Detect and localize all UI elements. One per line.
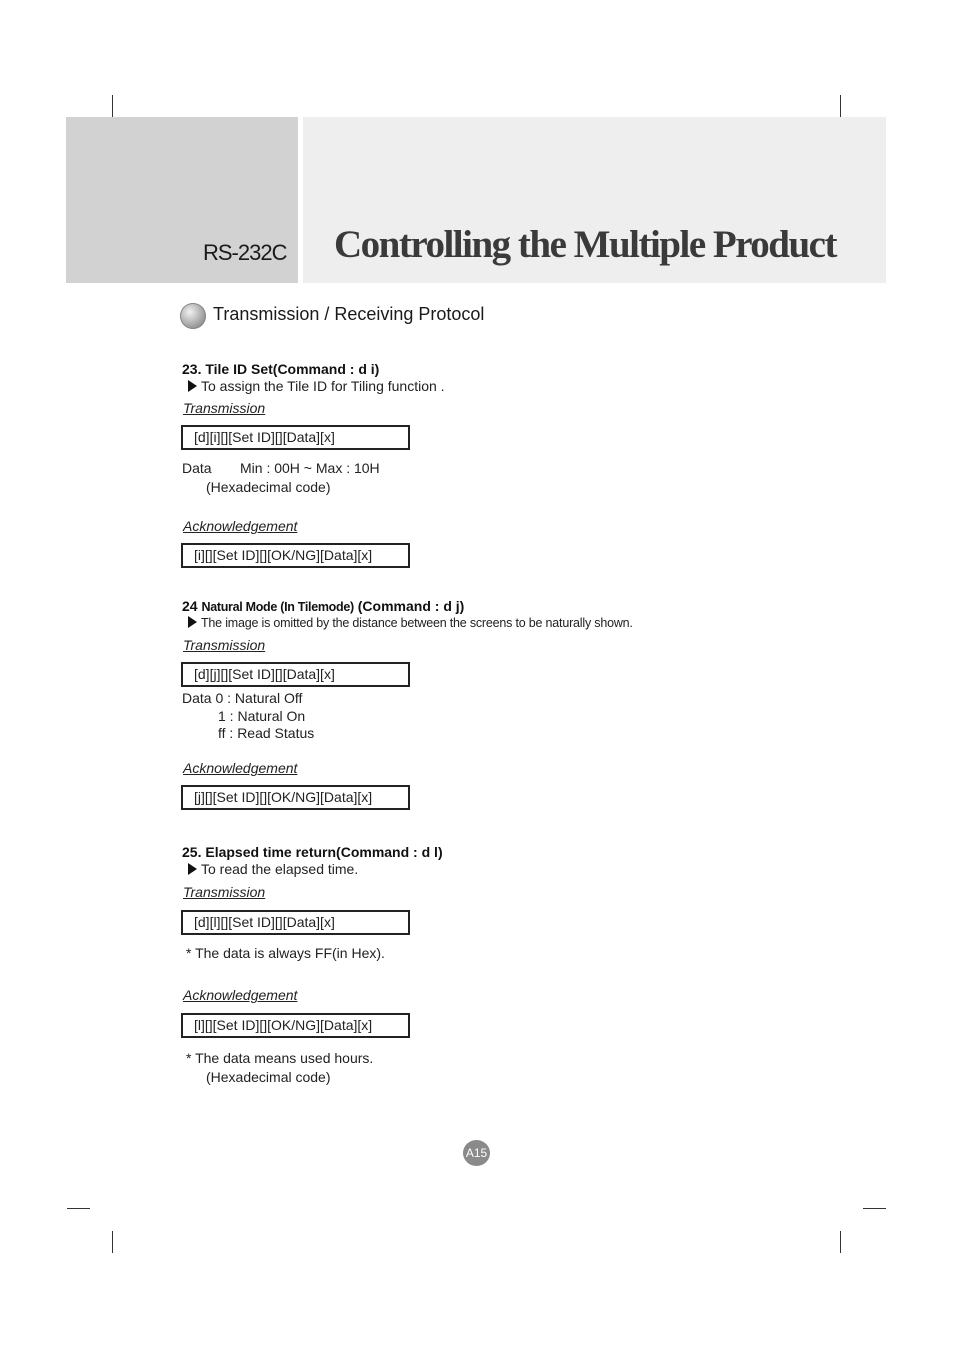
crop-mark <box>112 1231 113 1253</box>
data-line: 1 : Natural On <box>218 708 306 724</box>
transmission-label: Transmission <box>183 400 266 416</box>
section-tag: RS-232C <box>203 240 287 265</box>
command-heading: 24 Natural Mode (In Tilemode) (Command : d j) <box>182 598 465 614</box>
data-range: Min : 00H ~ Max : 10H <box>240 460 380 476</box>
ack-note: * The data means used hours. <box>186 1050 374 1066</box>
section-title: Transmission / Receiving Protocol <box>213 304 485 324</box>
crop-mark <box>112 95 113 117</box>
acknowledgement-label: Acknowledgement <box>183 518 298 534</box>
command-description: To assign the Tile ID for Tiling function . <box>188 378 445 394</box>
data-note: (Hexadecimal code) <box>206 479 331 495</box>
acknowledgement-format-box: [l][][Set ID][][OK/NG][Data][x] <box>181 1013 410 1038</box>
crop-mark <box>840 95 841 117</box>
data-line: Data 0 : Natural Off <box>182 690 303 706</box>
triangle-bullet-icon <box>188 380 197 392</box>
crop-mark <box>840 1231 841 1253</box>
data-note: * The data is always FF(in Hex). <box>186 945 385 961</box>
transmission-label: Transmission <box>183 637 266 653</box>
acknowledgement-format-box: [j][][Set ID][][OK/NG][Data][x] <box>181 785 410 810</box>
command-description: To read the elapsed time. <box>188 861 358 877</box>
triangle-bullet-icon <box>188 616 197 628</box>
crop-mark <box>863 1208 886 1209</box>
triangle-bullet-icon <box>188 863 197 875</box>
page-title: Controlling the Multiple Product <box>334 223 836 266</box>
ack-note-hex: (Hexadecimal code) <box>206 1069 331 1085</box>
data-label: Data <box>182 460 212 476</box>
command-description: The image is omitted by the distance between the screens to be naturally shown. <box>188 616 633 630</box>
transmission-format-box: [d][l][][Set ID][][Data][x] <box>181 910 410 935</box>
acknowledgement-label: Acknowledgement <box>183 987 298 1003</box>
command-heading: 25. Elapsed time return(Command : d l) <box>182 844 443 860</box>
transmission-label: Transmission <box>183 884 266 900</box>
transmission-format-box: [d][i][][Set ID][][Data][x] <box>181 425 410 450</box>
transmission-format-box: [d][j][][Set ID][][Data][x] <box>181 662 410 687</box>
page-number: A15 <box>463 1140 490 1166</box>
data-line: ff : Read Status <box>218 725 315 741</box>
command-heading: 23. Tile ID Set(Command : d i) <box>182 361 380 377</box>
gray-sphere-bullet-icon <box>180 303 206 329</box>
crop-mark <box>67 1208 90 1209</box>
acknowledgement-format-box: [i][][Set ID][][OK/NG][Data][x] <box>181 543 410 568</box>
acknowledgement-label: Acknowledgement <box>183 760 298 776</box>
